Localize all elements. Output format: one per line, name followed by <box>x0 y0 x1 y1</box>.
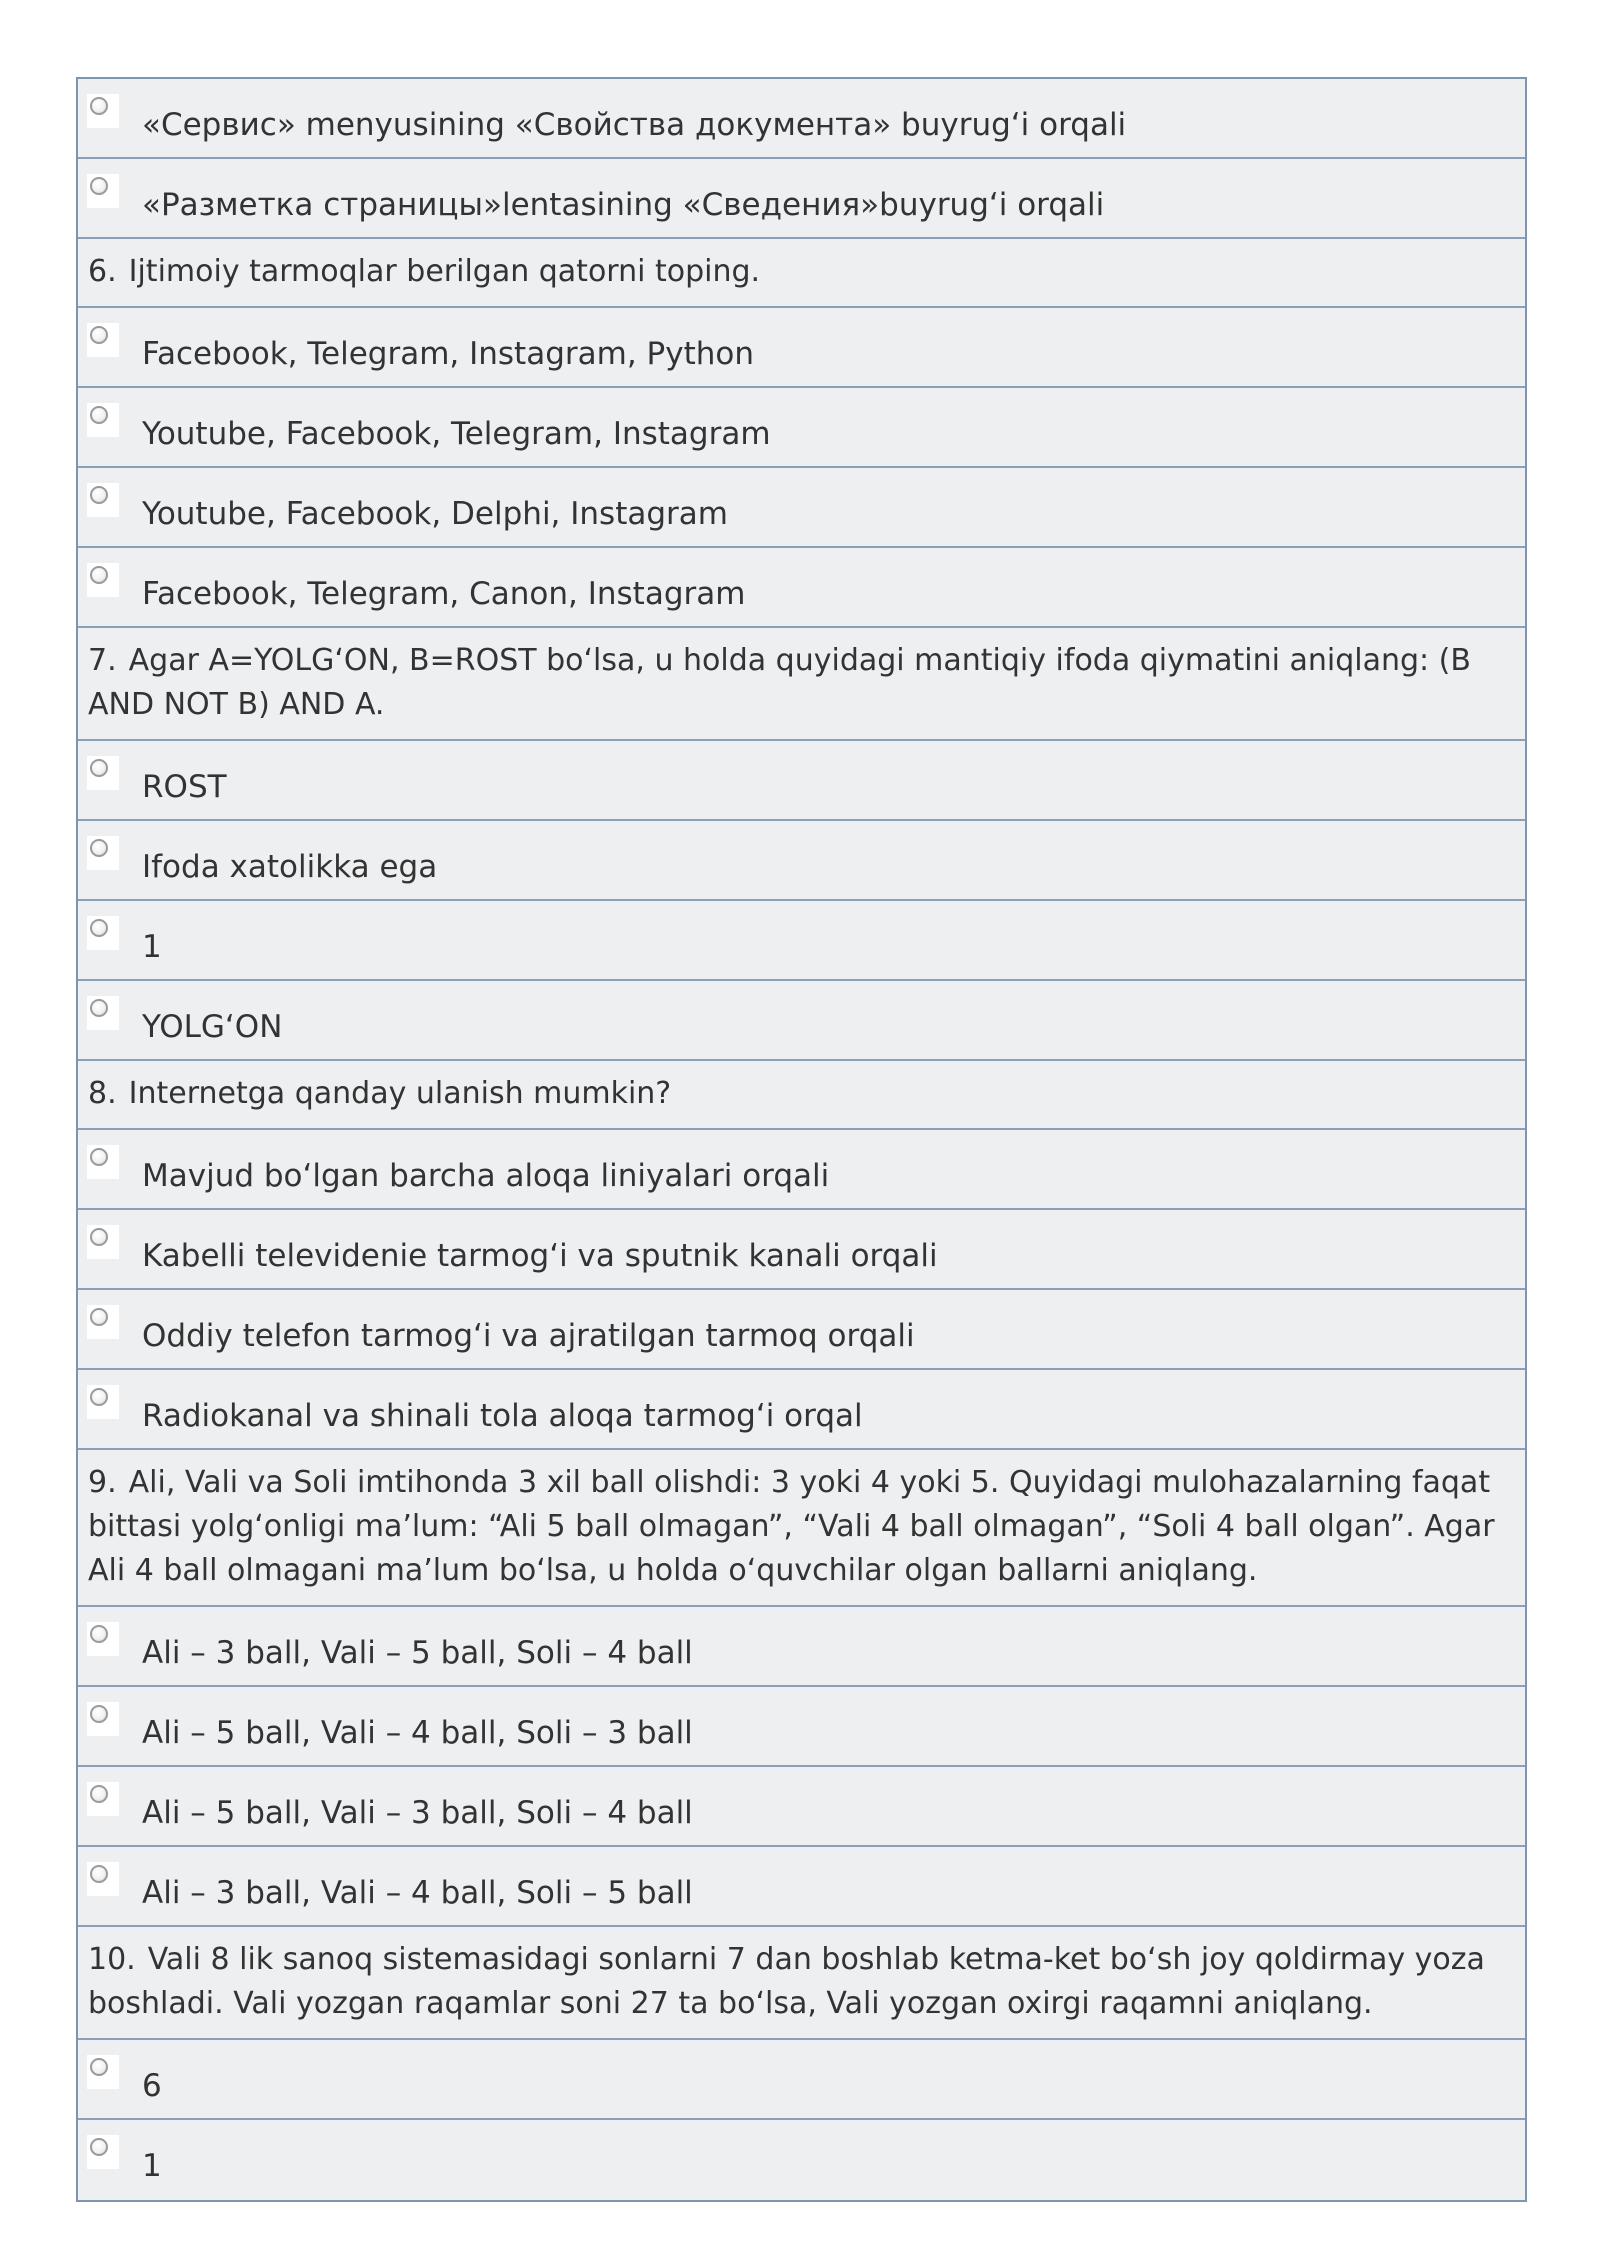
radio-circle-icon <box>90 1705 108 1723</box>
radio-button[interactable] <box>87 94 119 128</box>
question-number: 8. <box>88 1076 117 1111</box>
answer-label: 1 <box>142 929 162 965</box>
answer-option[interactable] <box>78 388 1525 468</box>
question-text: Agar A=YOLG‘ON, B=ROST bo‘lsa, u holda quyidagi mantiqiy ifoda qiymatini aniqlang: (B AND NOT B) AND A. <box>88 643 1471 722</box>
question-9 <box>78 1450 1525 1607</box>
radio-button[interactable] <box>87 916 119 950</box>
answer-label: Mavjud bo‘lgan barcha aloqa liniyalari orqali <box>142 1158 830 1194</box>
answer-label: Kabelli televidenie tarmog‘i va sputnik kanali orqali <box>142 1238 938 1274</box>
radio-button[interactable] <box>87 563 119 597</box>
answer-option[interactable] <box>78 1607 1525 1687</box>
answer-label: Ali – 5 ball, Vali – 4 ball, Soli – 3 ball <box>142 1715 693 1751</box>
question-text: Internetga qanday ulanish mumkin? <box>128 1076 672 1111</box>
answer-option[interactable] <box>78 1130 1525 1210</box>
radio-button[interactable] <box>87 323 119 357</box>
radio-circle-icon <box>90 1228 108 1246</box>
radio-button[interactable] <box>87 483 119 517</box>
radio-button[interactable] <box>87 836 119 870</box>
radio-button[interactable] <box>87 1385 119 1419</box>
radio-circle-icon <box>90 1785 108 1803</box>
radio-circle-icon <box>90 999 108 1017</box>
radio-circle-icon <box>90 1148 108 1166</box>
question-7 <box>78 628 1525 741</box>
question-10 <box>78 1927 1525 2040</box>
radio-button[interactable] <box>87 2135 119 2169</box>
answer-label: YOLG‘ON <box>142 1009 283 1045</box>
answer-option[interactable] <box>78 1290 1525 1370</box>
radio-circle-icon <box>90 566 108 584</box>
answer-option[interactable] <box>78 1767 1525 1847</box>
radio-button[interactable] <box>87 1862 119 1896</box>
radio-circle-icon <box>90 1388 108 1406</box>
radio-circle-icon <box>90 1865 108 1883</box>
answer-option[interactable] <box>78 2040 1525 2120</box>
question-number: 7. <box>88 643 117 678</box>
answer-label: «Разметка страницы»lentasining «Сведения»buyrug‘i orqali <box>142 187 1105 223</box>
answer-label: 1 <box>142 2148 162 2184</box>
radio-button[interactable] <box>87 1225 119 1259</box>
answer-label: Youtube, Facebook, Telegram, Instagram <box>142 416 771 452</box>
question-text: Ijtimoiy tarmoqlar berilgan qatorni toping. <box>128 254 761 289</box>
answer-option[interactable] <box>78 1370 1525 1450</box>
question-text: Ali, Vali va Soli imtihonda 3 xil ball olishdi: 3 yoki 4 yoki 5. Quyidagi mulohazalarning faqat bittasi yolg‘onligi ma’lum: “Ali 5 ball olmagan”, “Vali 4 ball olmagan”, “Soli 4 ball olgan”. Agar Ali 4 ball olmagani ma’lum bo‘lsa, u holda o‘quvchilar olgan ballarni aniqlang. <box>88 1465 1495 1588</box>
answer-option[interactable] <box>78 1687 1525 1767</box>
answer-label: Ali – 5 ball, Vali – 3 ball, Soli – 4 ball <box>142 1795 693 1831</box>
radio-circle-icon <box>90 1308 108 1326</box>
radio-button[interactable] <box>87 2055 119 2089</box>
radio-circle-icon <box>90 486 108 504</box>
answer-option[interactable] <box>78 1847 1525 1927</box>
radio-button[interactable] <box>87 1782 119 1816</box>
radio-circle-icon <box>90 2058 108 2076</box>
radio-circle-icon <box>90 839 108 857</box>
answer-option[interactable] <box>78 468 1525 548</box>
radio-circle-icon <box>90 759 108 777</box>
radio-button[interactable] <box>87 174 119 208</box>
answer-label: Ifoda xatolikka ega <box>142 849 438 885</box>
radio-button[interactable] <box>87 756 119 790</box>
answer-option[interactable] <box>78 1210 1525 1290</box>
answer-option[interactable] <box>78 2120 1525 2200</box>
radio-button[interactable] <box>87 996 119 1030</box>
answer-label: Youtube, Facebook, Delphi, Instagram <box>142 496 728 532</box>
radio-circle-icon <box>90 406 108 424</box>
quiz-table <box>76 77 1527 2202</box>
answer-option[interactable] <box>78 741 1525 821</box>
radio-button[interactable] <box>87 1305 119 1339</box>
answer-label: ROST <box>142 769 227 805</box>
radio-circle-icon <box>90 97 108 115</box>
answer-label: «Сервис» menyusining «Свойства документа» buyrug‘i orqali <box>142 107 1127 143</box>
answer-option[interactable] <box>78 548 1525 628</box>
radio-button[interactable] <box>87 403 119 437</box>
answer-label: Ali – 3 ball, Vali – 5 ball, Soli – 4 ball <box>142 1635 693 1671</box>
question-text: Vali 8 lik sanoq sistemasidagi sonlarni 7 dan boshlab ketma-ket bo‘sh joy qoldirmay yoza boshladi. Vali yozgan raqamlar soni 27 ta bo‘lsa, Vali yozgan oxirgi raqamni aniqlang. <box>88 1942 1485 2021</box>
answer-option[interactable] <box>78 981 1525 1061</box>
answer-option[interactable] <box>78 901 1525 981</box>
radio-circle-icon <box>90 177 108 195</box>
answer-option[interactable] <box>78 821 1525 901</box>
answer-label: Radiokanal va shinali tola aloqa tarmog‘i orqal <box>142 1398 863 1434</box>
radio-button[interactable] <box>87 1145 119 1179</box>
answer-option[interactable] <box>78 159 1525 239</box>
radio-button[interactable] <box>87 1622 119 1656</box>
answer-option[interactable] <box>78 79 1525 159</box>
answer-label: Ali – 3 ball, Vali – 4 ball, Soli – 5 ball <box>142 1875 693 1911</box>
answer-label: Facebook, Telegram, Canon, Instagram <box>142 576 746 612</box>
question-number: 9. <box>88 1465 117 1500</box>
radio-circle-icon <box>90 326 108 344</box>
answer-label: Facebook, Telegram, Instagram, Python <box>142 336 754 372</box>
radio-circle-icon <box>90 919 108 937</box>
question-8 <box>78 1061 1525 1130</box>
answer-option[interactable] <box>78 308 1525 388</box>
question-number: 6. <box>88 254 117 289</box>
answer-label: Oddiy telefon tarmog‘i va ajratilgan tarmoq orqali <box>142 1318 915 1354</box>
radio-circle-icon <box>90 1625 108 1643</box>
question-6 <box>78 239 1525 308</box>
radio-circle-icon <box>90 2138 108 2156</box>
answer-label: 6 <box>142 2068 162 2104</box>
question-number: 10. <box>88 1942 136 1977</box>
radio-button[interactable] <box>87 1702 119 1736</box>
